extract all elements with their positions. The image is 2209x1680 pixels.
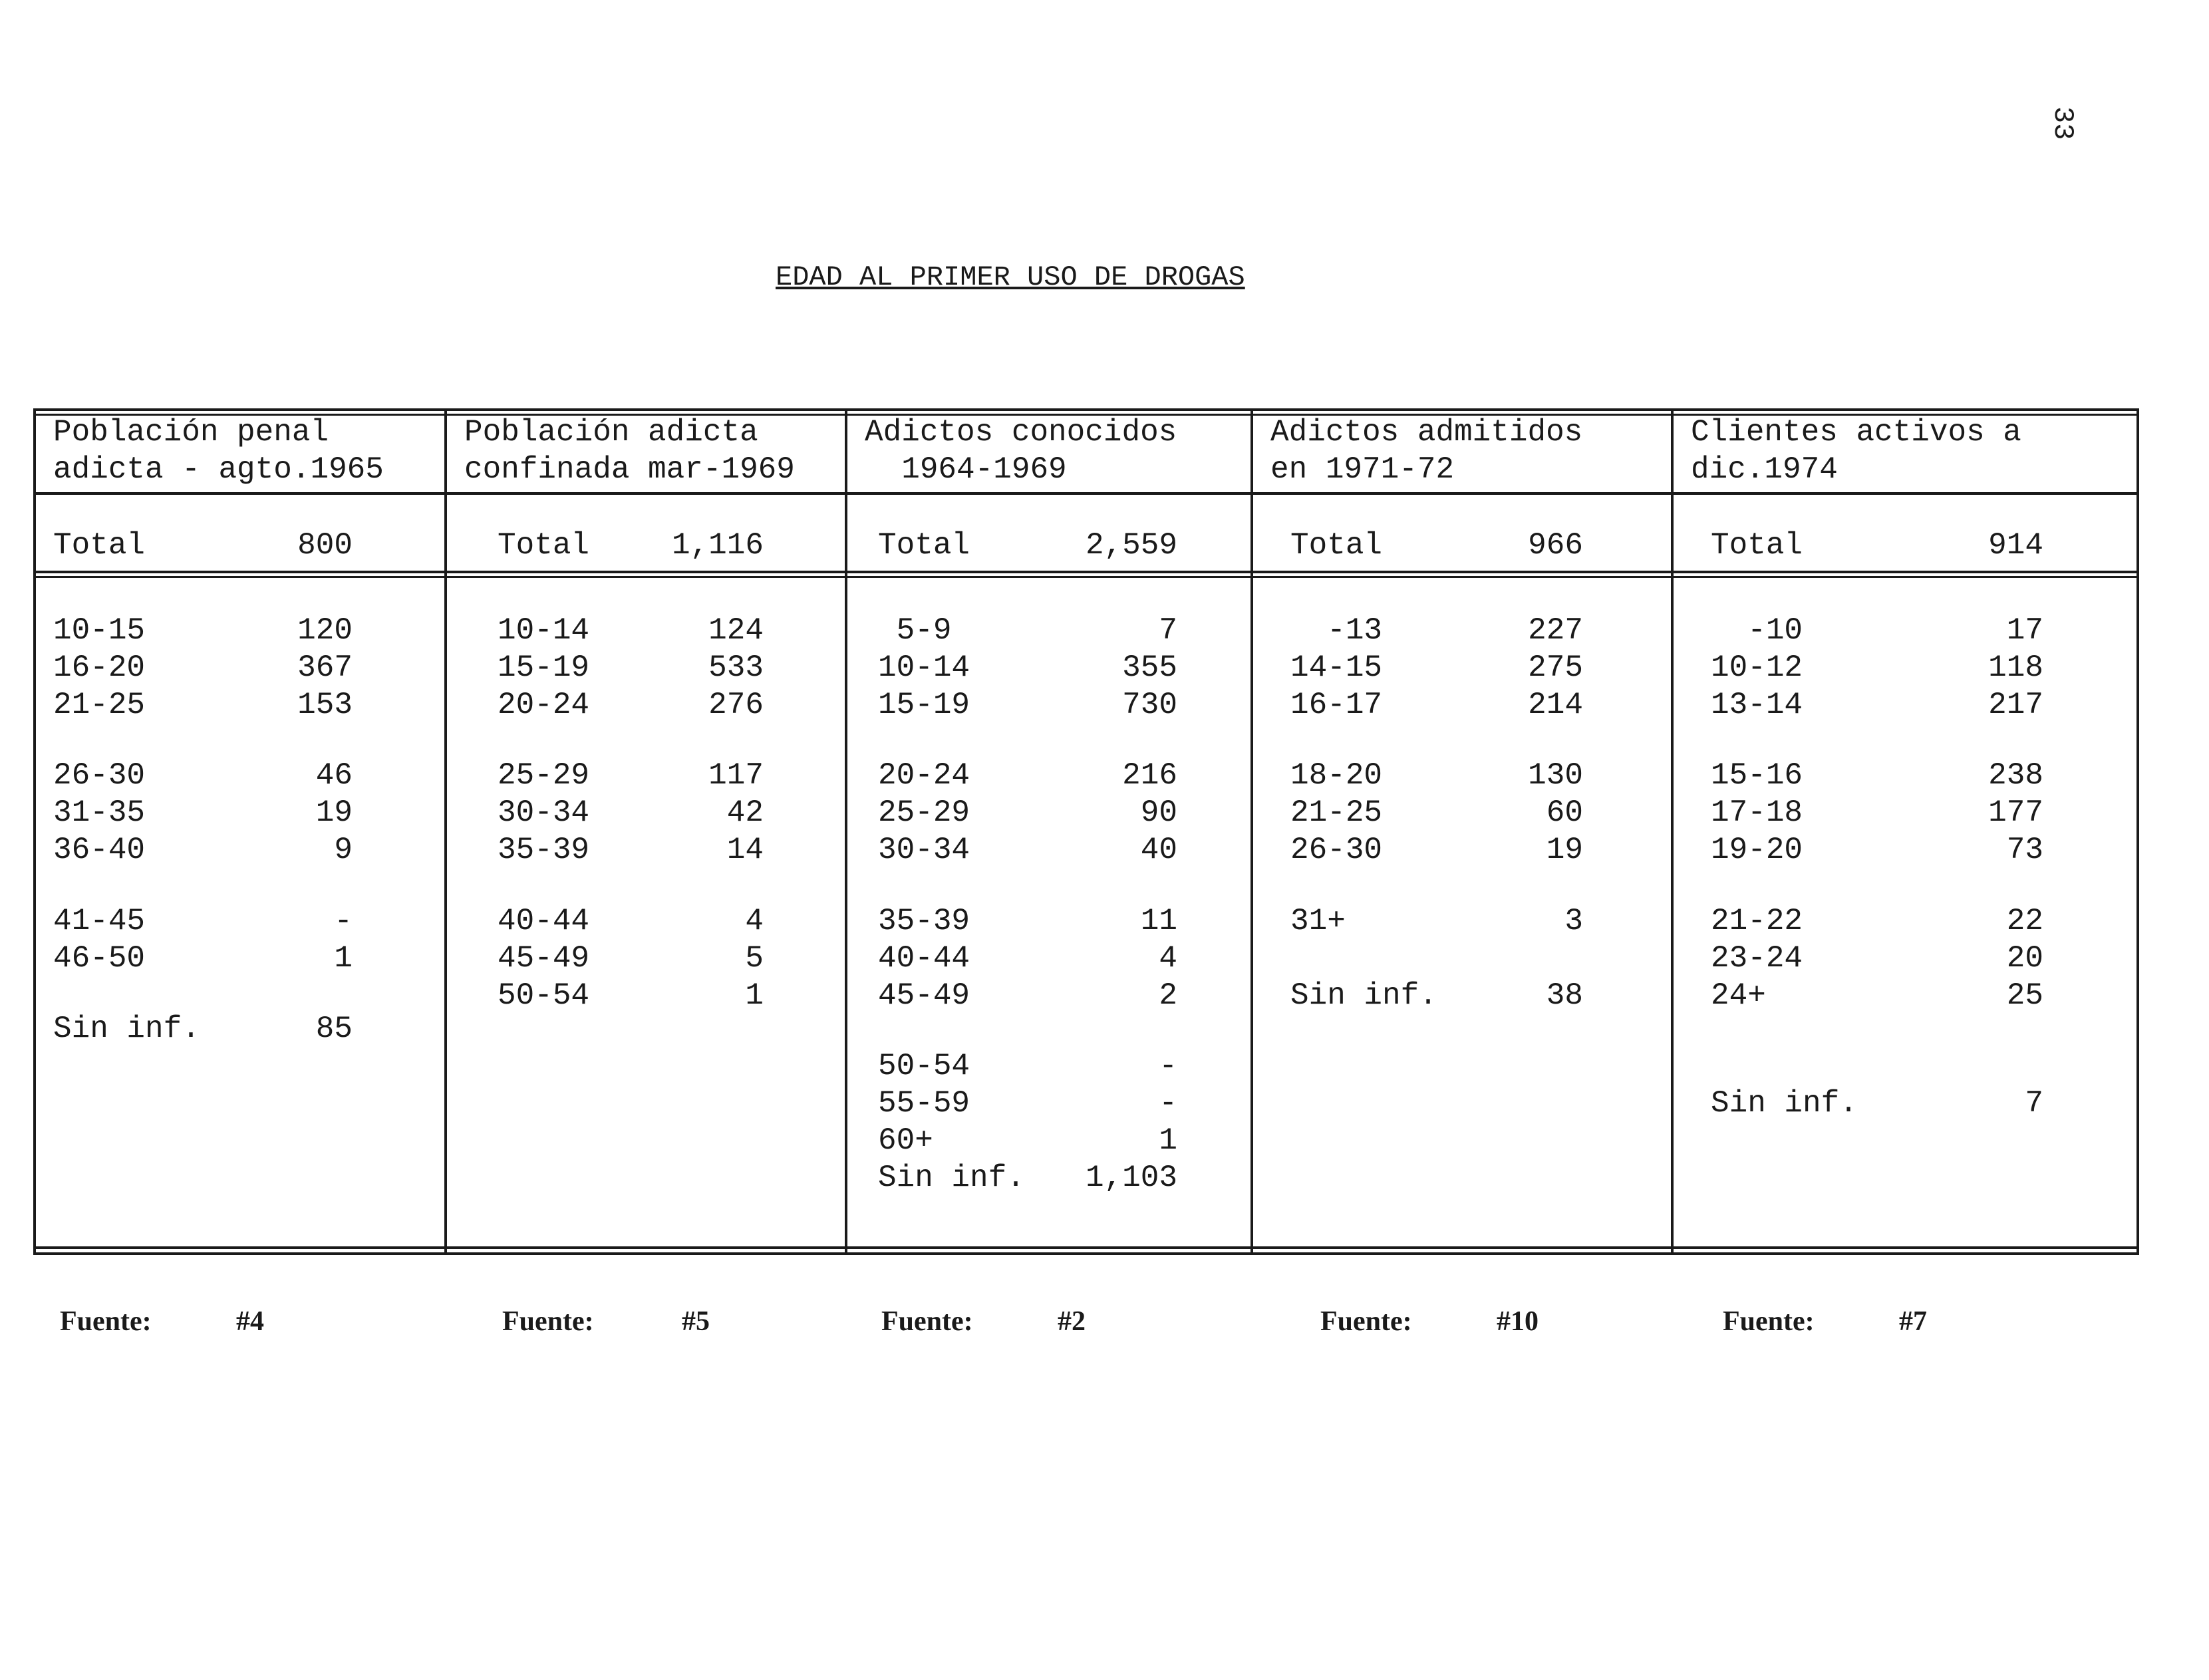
- age-range: 50-54: [878, 1049, 970, 1083]
- age-range: 41-45: [53, 904, 146, 938]
- count-value: 3: [1564, 904, 1583, 938]
- count-value: 2: [1159, 978, 1177, 1013]
- column-header-line: Adictos conocidos: [865, 415, 1177, 450]
- table-row: [33, 940, 444, 977]
- document-title: EDAD AL PRIMER USO DE DROGAS: [776, 261, 1245, 293]
- table-row: [845, 612, 1251, 649]
- age-range: 16-20: [53, 650, 146, 685]
- total-value: 2,559: [1085, 528, 1177, 563]
- age-range: 36-40: [53, 833, 146, 867]
- column-header-line: confinada mar-1969: [464, 452, 795, 487]
- count-value: 124: [708, 613, 764, 648]
- total-label: Total: [53, 528, 146, 563]
- source-label: Fuente:: [1320, 1306, 1412, 1337]
- table-row: [1251, 686, 1671, 724]
- age-range: 55-59: [878, 1086, 970, 1121]
- age-range: 20-24: [878, 758, 970, 793]
- table-row: [444, 612, 845, 649]
- count-value: 73: [2006, 833, 2043, 867]
- age-range: 40-44: [498, 904, 590, 938]
- age-range: 35-39: [878, 904, 970, 938]
- count-value: 367: [297, 650, 353, 685]
- age-range: 30-34: [498, 795, 590, 830]
- age-range: 14-15: [1290, 650, 1383, 685]
- column-header-line: Adictos admitidos: [1270, 415, 1583, 450]
- age-range: 10-14: [498, 613, 590, 648]
- table-row: [1671, 1085, 2136, 1122]
- age-range: 10-15: [53, 613, 146, 648]
- table-row: [444, 940, 845, 977]
- table-row: [1671, 903, 2136, 940]
- table-row: [1671, 686, 2136, 724]
- total-value: 1,116: [671, 528, 764, 563]
- count-value: 120: [297, 613, 353, 648]
- table-row: [845, 1122, 1251, 1159]
- count-value: 4: [1159, 941, 1177, 976]
- table-column: [1251, 408, 1671, 1255]
- table-row: [1251, 612, 1671, 649]
- age-range: 21-25: [1290, 795, 1383, 830]
- table-row: [444, 649, 845, 686]
- table-row: [845, 1159, 1251, 1196]
- table-row: [1671, 940, 2136, 977]
- age-range: -13: [1290, 613, 1383, 648]
- table-row: [33, 612, 444, 649]
- count-value: 214: [1528, 688, 1583, 722]
- count-value: 90: [1140, 795, 1177, 830]
- count-value: 42: [726, 795, 764, 830]
- table-column: [1671, 408, 2136, 1255]
- source-label: Fuente:: [881, 1306, 973, 1337]
- table-row: [444, 903, 845, 940]
- age-range: 15-19: [498, 650, 590, 685]
- age-range: 15-19: [878, 688, 970, 722]
- count-value: -: [334, 904, 353, 938]
- column-header-line: Población penal: [53, 415, 329, 450]
- source-label: Fuente:: [1723, 1306, 1815, 1337]
- column-header: [865, 414, 1177, 488]
- count-value: 5: [745, 941, 764, 976]
- total-value: 966: [1528, 528, 1583, 563]
- table-row: [1671, 757, 2136, 794]
- count-value: 118: [1988, 650, 2043, 685]
- count-value: 117: [708, 758, 764, 793]
- count-value: -: [1159, 1049, 1177, 1083]
- table-row: [1251, 831, 1671, 869]
- total-label: Total: [1711, 528, 1803, 563]
- table-row: [1251, 757, 1671, 794]
- table-row: [845, 757, 1251, 794]
- table-row: [444, 794, 845, 831]
- table-row: [1671, 977, 2136, 1014]
- column-header-line: 1964-1969: [865, 452, 1067, 487]
- count-value: 25: [2006, 978, 2043, 1013]
- source-reference: #5: [682, 1306, 710, 1337]
- age-range: 30-34: [878, 833, 970, 867]
- age-range: 23-24: [1711, 941, 1803, 976]
- column-header: [1270, 414, 1582, 488]
- age-range: 21-25: [53, 688, 146, 722]
- age-range: 60+: [878, 1123, 933, 1158]
- age-range: 45-49: [878, 978, 970, 1013]
- count-value: 17: [2006, 613, 2043, 648]
- table-row: [33, 757, 444, 794]
- table-row: [845, 903, 1251, 940]
- age-range: Sin inf.: [1711, 1086, 1858, 1121]
- table-row: [33, 794, 444, 831]
- count-value: 7: [1159, 613, 1177, 648]
- count-value: 20: [2006, 941, 2043, 976]
- age-range: 19-20: [1711, 833, 1803, 867]
- count-value: 85: [315, 1012, 353, 1046]
- age-range: Sin inf.: [53, 1012, 200, 1046]
- table-row: [33, 831, 444, 869]
- table-row: [1671, 612, 2136, 649]
- column-header-line: Clientes activos a: [1691, 415, 2021, 450]
- count-value: 19: [1546, 833, 1583, 867]
- count-value: 1,103: [1085, 1161, 1177, 1195]
- age-range: 21-22: [1711, 904, 1803, 938]
- table-right-rule: [2136, 408, 2139, 1255]
- table-row: [1251, 649, 1671, 686]
- table-row: [1251, 977, 1671, 1014]
- count-value: 4: [745, 904, 764, 938]
- age-range: 13-14: [1711, 688, 1803, 722]
- table-row: [845, 1085, 1251, 1122]
- count-value: 216: [1122, 758, 1177, 793]
- total-label: Total: [878, 528, 970, 563]
- age-range: 31-35: [53, 795, 146, 830]
- age-range: 18-20: [1290, 758, 1383, 793]
- age-range: 26-30: [53, 758, 146, 793]
- count-value: 275: [1528, 650, 1583, 685]
- source-label: Fuente:: [502, 1306, 594, 1337]
- table-row: [1251, 794, 1671, 831]
- age-range: 15-16: [1711, 758, 1803, 793]
- table-row: [845, 977, 1251, 1014]
- page-number: 33: [2047, 106, 2079, 140]
- column-header-line: adicta - agto.1965: [53, 452, 384, 487]
- count-value: 276: [708, 688, 764, 722]
- count-value: 1: [1159, 1123, 1177, 1158]
- table-column: [845, 408, 1251, 1255]
- count-value: 533: [708, 650, 764, 685]
- source-label: Fuente:: [60, 1306, 152, 1337]
- count-value: 153: [297, 688, 353, 722]
- count-value: 38: [1546, 978, 1583, 1013]
- count-value: 46: [315, 758, 353, 793]
- age-range: 46-50: [53, 941, 146, 976]
- column-header-line: dic.1974: [1691, 452, 1838, 487]
- column-header-line: Población adicta: [464, 415, 758, 450]
- column-header: [464, 414, 795, 488]
- count-value: 217: [1988, 688, 2043, 722]
- age-range: 24+: [1711, 978, 1766, 1013]
- count-value: 238: [1988, 758, 2043, 793]
- table-column: [33, 408, 444, 1255]
- age-range: 50-54: [498, 978, 590, 1013]
- count-value: 130: [1528, 758, 1583, 793]
- age-range: 31+: [1290, 904, 1346, 938]
- column-header: [53, 414, 384, 488]
- source-reference: #2: [1058, 1306, 1086, 1337]
- count-value: 355: [1122, 650, 1177, 685]
- count-value: 1: [745, 978, 764, 1013]
- count-value: 11: [1140, 904, 1177, 938]
- table-row: [33, 1010, 444, 1048]
- age-range: 26-30: [1290, 833, 1383, 867]
- table-row: [33, 903, 444, 940]
- count-value: 9: [334, 833, 353, 867]
- age-range: 10-12: [1711, 650, 1803, 685]
- age-range: 25-29: [498, 758, 590, 793]
- count-value: 14: [726, 833, 764, 867]
- table-row: [845, 1048, 1251, 1085]
- table-row: [444, 686, 845, 724]
- age-range: Sin inf.: [1290, 978, 1437, 1013]
- age-range: 20-24: [498, 688, 590, 722]
- table-row: [33, 686, 444, 724]
- table-row: [33, 649, 444, 686]
- age-range: 25-29: [878, 795, 970, 830]
- table-row: [845, 686, 1251, 724]
- table-row: [444, 757, 845, 794]
- count-value: -: [1159, 1086, 1177, 1121]
- age-range: 10-14: [878, 650, 970, 685]
- age-range: 17-18: [1711, 795, 1803, 830]
- table-row: [444, 831, 845, 869]
- count-value: 40: [1140, 833, 1177, 867]
- table-row: [444, 977, 845, 1014]
- source-reference: #7: [1899, 1306, 1927, 1337]
- count-value: 22: [2006, 904, 2043, 938]
- count-value: 1: [334, 941, 353, 976]
- table-row: [1671, 649, 2136, 686]
- source-reference: #10: [1497, 1306, 1539, 1337]
- count-value: 227: [1528, 613, 1583, 648]
- count-value: 19: [315, 795, 353, 830]
- count-value: 730: [1122, 688, 1177, 722]
- table-row: [845, 794, 1251, 831]
- total-value: 914: [1988, 528, 2043, 563]
- table-row: [845, 649, 1251, 686]
- column-header: [1691, 414, 2021, 488]
- table-row: [845, 831, 1251, 869]
- age-range: 45-49: [498, 941, 590, 976]
- count-value: 7: [2025, 1086, 2043, 1121]
- age-range: Sin inf.: [878, 1161, 1025, 1195]
- count-value: 177: [1988, 795, 2043, 830]
- table-row: [1671, 794, 2136, 831]
- total-label: Total: [1290, 528, 1383, 563]
- age-range: 40-44: [878, 941, 970, 976]
- table-row: [845, 940, 1251, 977]
- column-header-line: en 1971-72: [1270, 452, 1455, 487]
- age-range: 5-9: [878, 613, 952, 648]
- count-value: 60: [1546, 795, 1583, 830]
- age-range: 16-17: [1290, 688, 1383, 722]
- total-label: Total: [498, 528, 590, 563]
- age-range: 35-39: [498, 833, 590, 867]
- table-row: [1671, 831, 2136, 869]
- source-reference: #4: [236, 1306, 264, 1337]
- total-value: 800: [297, 528, 353, 563]
- table-row: [1251, 903, 1671, 940]
- age-range: -10: [1711, 613, 1803, 648]
- table-column: [444, 408, 845, 1255]
